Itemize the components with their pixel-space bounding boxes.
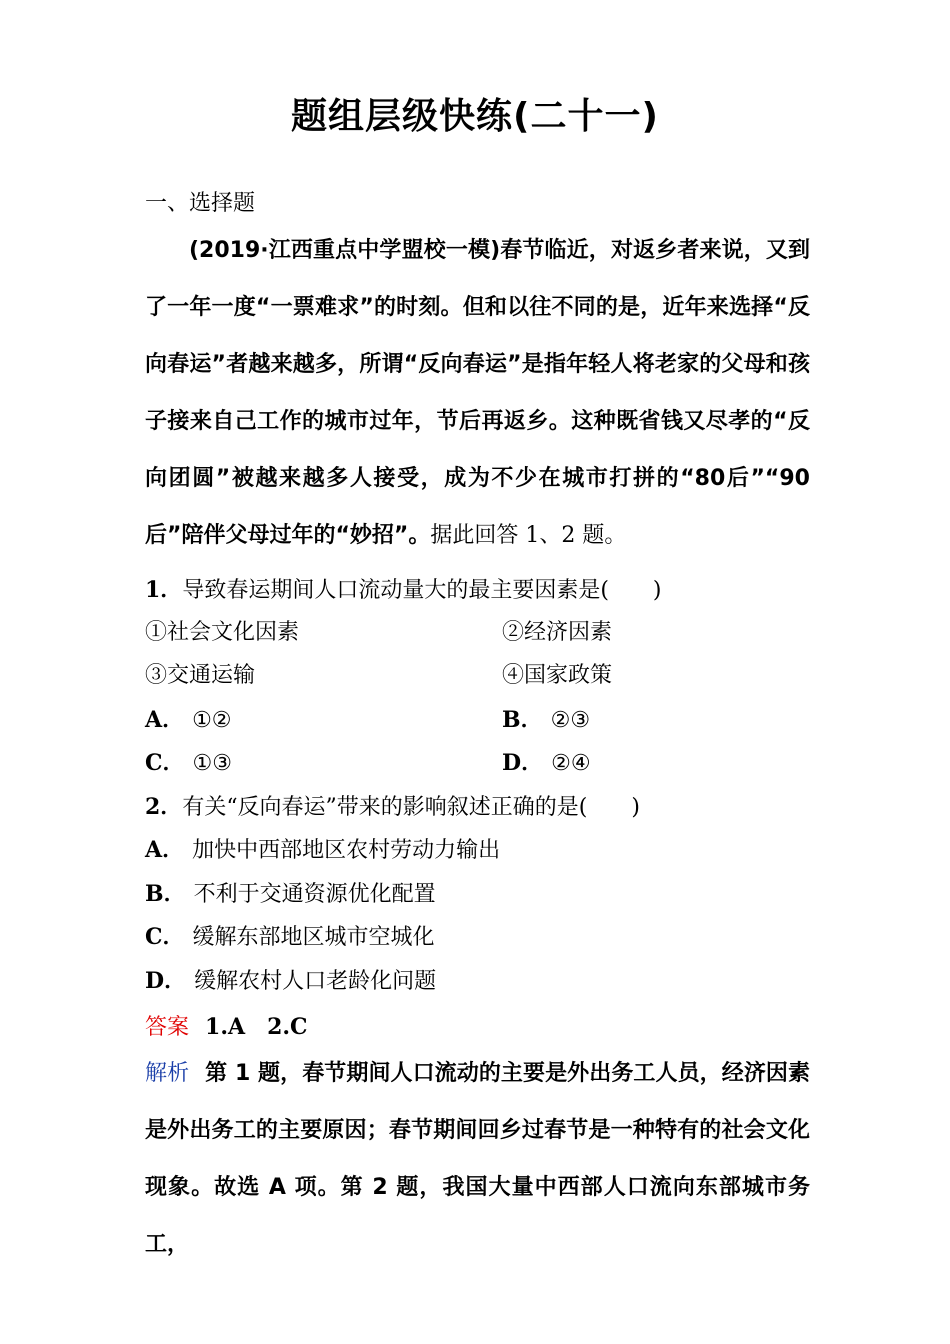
explanation-text: 第 1 题，春节期间人口流动的主要是外出务工人员，经济因素是外出务工的主要原因；春节期间回乡过春节是一种特有的社会文化现象。故选 A 项。第 2 题，我国大量中西部人口流向东部城市务工， xyxy=(145,1061,810,1257)
answer-label: 答案 xyxy=(145,1015,190,1040)
choice-b: B． 不利于交通资源优化配置 xyxy=(145,881,436,907)
answer-value: 2.C xyxy=(267,1014,308,1040)
question-stem: 导致春运期间人口流动量大的最主要因素是( xyxy=(182,578,609,603)
answer-value: 1.A xyxy=(205,1014,246,1040)
choice-c: C． ①③ xyxy=(145,750,232,776)
intro-instruction: 据此回答 1、2 题。 xyxy=(430,523,627,548)
question-1: 1．导致春运期间人口流动量大的最主要因素是( ) xyxy=(145,577,662,603)
question-2: 2．有关“反向春运”带来的影响叙述正确的是( ) xyxy=(145,794,640,820)
option-item: ③交通运输 xyxy=(145,663,256,688)
choice-b: B． ②③ xyxy=(502,707,591,733)
choice-c: C． 缓解东部地区城市空城化 xyxy=(145,924,435,950)
option-item: ②经济因素 xyxy=(502,620,613,645)
explanation-label: 解析 xyxy=(145,1061,190,1086)
intro-text: (2019·江西重点中学盟校一模)春节临近，对返乡者来说，又到了一年一度“一票难求”的时刻。但和以往不同的是，近年来选择“反向春运”者越来越多，所谓“反向春运”是指年轻人将老家的父母和孩子接来自己工作的城市过年，节后再返乡。这种既省钱又尽孝的“反向团圆”被越来越多人接受，成为不少在城市打拼的“80后”“90后”陪伴父母过年的“妙招”。 xyxy=(145,238,810,548)
choice-a: A． 加快中西部地区农村劳动力输出 xyxy=(145,837,501,863)
choice-d: D． ②④ xyxy=(502,750,591,776)
intro-paragraph xyxy=(145,222,810,564)
question-number: 1． xyxy=(145,577,183,603)
explanation-paragraph xyxy=(145,1045,810,1273)
question-stem: 有关“反向春运”带来的影响叙述正确的是( xyxy=(182,795,588,820)
answer-line xyxy=(145,1010,308,1041)
question-number: 2． xyxy=(145,794,183,820)
section-heading: 一、选择题 xyxy=(145,191,256,216)
choice-d: D． 缓解农村人口老龄化问题 xyxy=(145,968,437,994)
option-item: ④国家政策 xyxy=(502,663,613,688)
choice-a: A． ①② xyxy=(145,707,232,733)
page-title: 题组层级快练(二十一) xyxy=(291,96,659,137)
option-item: ①社会文化因素 xyxy=(145,620,300,645)
